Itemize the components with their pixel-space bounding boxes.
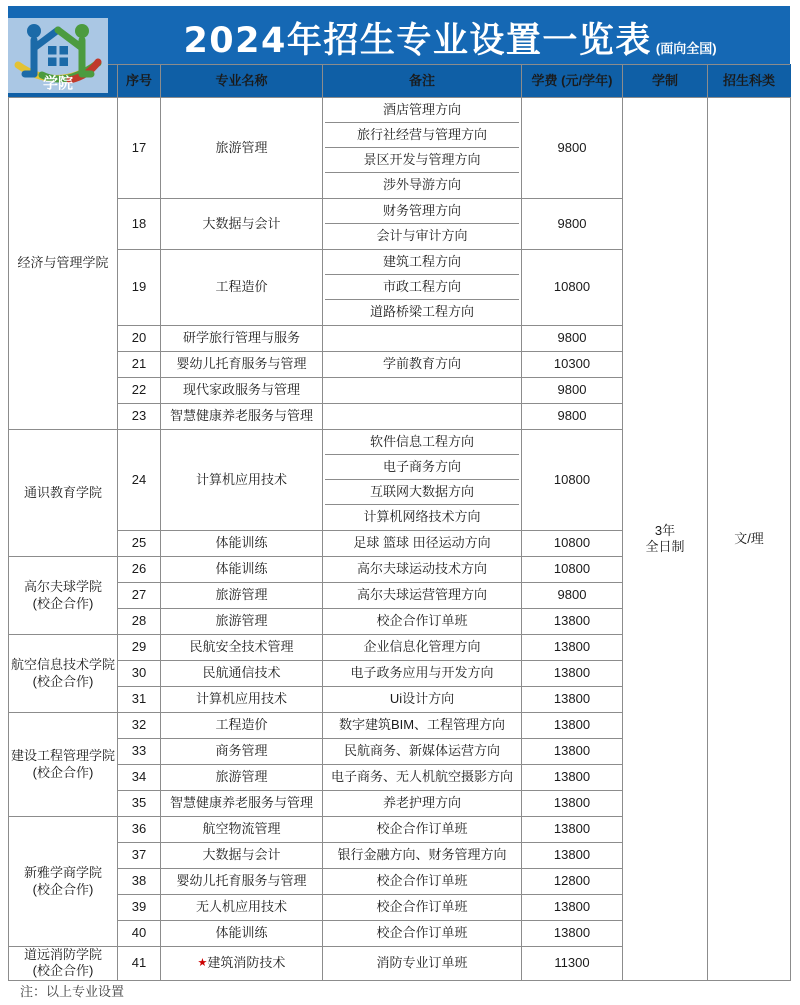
note-line: 财务管理方向 <box>325 199 519 224</box>
col-header-length: 学制 <box>623 65 708 98</box>
major-name-cell: 计算机应用技术 <box>161 687 323 713</box>
note-line: 道路桥梁工程方向 <box>369 304 474 320</box>
note-cell <box>323 843 522 869</box>
row-index-cell: 17 <box>118 98 161 199</box>
fee-cell: 13800 <box>522 843 623 869</box>
fee-cell: 13800 <box>522 817 623 843</box>
fee-cell: 13800 <box>522 791 623 817</box>
row-index-cell: 36 <box>118 817 161 843</box>
admission-category-cell: 文/理 <box>708 98 791 981</box>
note-line: 数字建筑BIM、工程管理方向 <box>338 717 506 733</box>
major-name-cell: 无人机应用技术 <box>161 895 323 921</box>
table-header-row <box>9 65 791 98</box>
major-name-cell: 智慧健康养老服务与管理 <box>161 404 323 430</box>
note-line: 养老护理方向 <box>382 795 461 811</box>
major-name-cell: 旅游管理 <box>161 609 323 635</box>
row-index-cell: 32 <box>118 713 161 739</box>
col-header-note: 备注 <box>323 65 522 98</box>
note-line: 电子政务应用与开发方向 <box>350 665 494 681</box>
note-line <box>325 378 519 403</box>
college-name-line1: 道远消防学院 <box>23 947 102 962</box>
major-name-cell: 旅游管理 <box>161 98 323 199</box>
fee-cell: 13800 <box>522 921 623 947</box>
row-index-cell: 37 <box>118 843 161 869</box>
fee-cell: 13800 <box>522 635 623 661</box>
fee-cell: 13800 <box>522 687 623 713</box>
fee-cell: 13800 <box>522 713 623 739</box>
page-title-wrap <box>120 6 780 64</box>
major-name-cell: 智慧健康养老服务与管理 <box>161 791 323 817</box>
note-line: 旅行社经营与管理方向 <box>325 123 519 148</box>
row-index-cell: 20 <box>118 326 161 352</box>
fee-cell: 9800 <box>522 378 623 404</box>
college-logo <box>8 18 108 93</box>
college-name-cell <box>9 817 118 947</box>
house-with-two-figures-logo <box>8 18 108 93</box>
fee-cell: 13800 <box>522 661 623 687</box>
note-line: 企业信息化管理方向 <box>363 639 481 655</box>
table-row <box>9 98 791 199</box>
note-line: 高尔夫球运营管理方向 <box>356 587 487 603</box>
note-line: 景区开发与管理方向 <box>325 148 519 173</box>
major-name-cell: 航空物流管理 <box>161 817 323 843</box>
college-name-line1: 新雅学商学院 <box>23 865 102 881</box>
note-cell <box>323 98 522 199</box>
row-index-cell: 31 <box>118 687 161 713</box>
fee-cell: 9800 <box>522 583 623 609</box>
row-index-cell: 30 <box>118 661 161 687</box>
college-name-line1: 航空信息技术学院 <box>11 657 116 673</box>
fee-cell: 10800 <box>522 557 623 583</box>
fee-cell: 10300 <box>522 352 623 378</box>
row-index-cell: 28 <box>118 609 161 635</box>
major-name-cell: 大数据与会计 <box>161 843 323 869</box>
note-line: 电子商务方向 <box>325 455 519 480</box>
svg-text:学院: 学院 <box>42 74 74 92</box>
college-name-cell <box>9 947 118 981</box>
note-cell <box>323 869 522 895</box>
note-cell <box>323 947 522 981</box>
note-line: 酒店管理方向 <box>325 98 519 123</box>
row-index-cell: 35 <box>118 791 161 817</box>
note-cell <box>323 557 522 583</box>
note-cell <box>323 765 522 791</box>
note-cell <box>323 430 522 531</box>
note-line: 高尔夫球运动技术方向 <box>356 561 487 577</box>
note-cell <box>323 352 522 378</box>
note-line: Ui设计方向 <box>389 691 455 707</box>
college-name-cell: 通识教育学院 <box>9 430 118 557</box>
fee-cell: 11300 <box>522 947 623 981</box>
fee-cell: 13800 <box>522 609 623 635</box>
fee-cell: 13800 <box>522 739 623 765</box>
page-subtitle: (面向全国) <box>655 41 717 56</box>
note-cell <box>323 326 522 352</box>
bottom-cut-label: 注：以上专业设置 <box>20 984 125 999</box>
college-name-cell <box>9 557 118 635</box>
fee-cell: 12800 <box>522 869 623 895</box>
row-index-cell: 39 <box>118 895 161 921</box>
row-index-cell: 25 <box>118 531 161 557</box>
note-line: 市政工程方向 <box>325 275 519 300</box>
college-name-line1: 高尔夫球学院 <box>23 579 102 595</box>
row-index-cell: 27 <box>118 583 161 609</box>
note-line: 校企合作订单班 <box>376 899 468 915</box>
note-cell <box>323 895 522 921</box>
study-length-line2: 全日制 <box>645 538 685 554</box>
note-cell <box>323 199 522 250</box>
major-name-cell: 工程造价 <box>161 713 323 739</box>
star-icon: ★ <box>197 957 208 970</box>
fee-cell: 9800 <box>522 404 623 430</box>
majors-table <box>8 64 791 981</box>
college-name-line2: (校企合作) <box>32 595 94 611</box>
major-name-cell: 旅游管理 <box>161 765 323 791</box>
college-name-line2: (校企合作) <box>32 673 94 689</box>
fee-cell: 10800 <box>522 531 623 557</box>
note-cell <box>323 583 522 609</box>
note-line: 计算机网络技术方向 <box>363 509 481 525</box>
row-index-cell: 34 <box>118 765 161 791</box>
row-index-cell: 19 <box>118 250 161 326</box>
note-line: 建筑工程方向 <box>325 250 519 275</box>
note-cell <box>323 713 522 739</box>
fee-cell: 9800 <box>522 98 623 199</box>
major-name-cell: 研学旅行管理与服务 <box>161 326 323 352</box>
note-cell <box>323 404 522 430</box>
note-cell <box>323 609 522 635</box>
note-line: 校企合作订单班 <box>376 613 468 629</box>
note-line: 互联网大数据方向 <box>325 480 519 505</box>
page-title: 2024年招生专业设置一览表 <box>183 21 652 61</box>
note-line: 校企合作订单班 <box>376 925 468 941</box>
note-line: 软件信息工程方向 <box>325 430 519 455</box>
major-name-cell: 体能训练 <box>161 557 323 583</box>
fee-cell: 13800 <box>522 895 623 921</box>
major-name-cell: 计算机应用技术 <box>161 430 323 531</box>
col-header-index: 序号 <box>118 65 161 98</box>
note-line: 消防专业订单班 <box>376 955 468 971</box>
college-name-line2: (校企合作) <box>32 764 94 780</box>
note-line: 足球 篮球 田径运动方向 <box>353 535 491 551</box>
note-line: 民航商务、新媒体运营方向 <box>343 743 500 759</box>
college-name-cell <box>9 713 118 817</box>
note-cell <box>323 791 522 817</box>
major-name-cell: 民航安全技术管理 <box>161 635 323 661</box>
note-cell <box>323 661 522 687</box>
row-index-cell: 23 <box>118 404 161 430</box>
note-line: 电子商务、无人机航空摄影方向 <box>330 769 513 785</box>
row-index-cell: 18 <box>118 199 161 250</box>
note-line: 校企合作订单班 <box>376 873 468 889</box>
major-name-cell: 婴幼儿托育服务与管理 <box>161 352 323 378</box>
college-name-line2: (校企合作) <box>32 963 94 979</box>
note-line: 涉外导游方向 <box>382 177 461 193</box>
row-index-cell: 21 <box>118 352 161 378</box>
row-index-cell: 41 <box>118 947 161 981</box>
study-length-cell <box>623 98 708 981</box>
note-line: 学前教育方向 <box>382 356 461 372</box>
note-line <box>325 404 519 429</box>
note-cell <box>323 250 522 326</box>
fee-cell: 9800 <box>522 199 623 250</box>
row-index-cell: 40 <box>118 921 161 947</box>
note-cell <box>323 739 522 765</box>
note-cell <box>323 921 522 947</box>
major-name-cell: 体能训练 <box>161 531 323 557</box>
fee-cell: 10800 <box>522 430 623 531</box>
note-line: 会计与审计方向 <box>376 228 468 244</box>
note-cell <box>323 687 522 713</box>
row-index-cell: 24 <box>118 430 161 531</box>
fee-cell: 10800 <box>522 250 623 326</box>
bottom-cut-text <box>8 984 790 999</box>
note-cell <box>323 531 522 557</box>
major-name-cell: 现代家政服务与管理 <box>161 378 323 404</box>
college-name-line2: (校企合作) <box>32 881 94 897</box>
major-name-cell: 大数据与会计 <box>161 199 323 250</box>
college-name-cell: 经济与管理学院 <box>9 98 118 430</box>
row-index-cell: 38 <box>118 869 161 895</box>
note-line: 银行金融方向、财务管理方向 <box>337 847 507 863</box>
table-body <box>9 98 791 981</box>
note-cell <box>323 817 522 843</box>
note-line <box>325 326 519 351</box>
major-name-cell: 体能训练 <box>161 921 323 947</box>
note-cell <box>323 635 522 661</box>
major-name-cell: 工程造价 <box>161 250 323 326</box>
major-name-cell: 民航通信技术 <box>161 661 323 687</box>
table-header <box>9 65 791 98</box>
major-name-cell: 旅游管理 <box>161 583 323 609</box>
row-index-cell: 22 <box>118 378 161 404</box>
fee-cell: 13800 <box>522 765 623 791</box>
col-header-major: 专业名称 <box>161 65 323 98</box>
col-header-fee: 学费 (元/学年) <box>522 65 623 98</box>
note-cell <box>323 378 522 404</box>
row-index-cell: 33 <box>118 739 161 765</box>
col-header-category: 招生科类 <box>708 65 791 98</box>
row-index-cell: 26 <box>118 557 161 583</box>
study-length-line1: 3年 <box>654 522 676 538</box>
note-line: 校企合作订单班 <box>376 821 468 837</box>
college-name-cell <box>9 635 118 713</box>
major-name-cell: 商务管理 <box>161 739 323 765</box>
fee-cell: 9800 <box>522 326 623 352</box>
major-name-cell: 婴幼儿托育服务与管理 <box>161 869 323 895</box>
row-index-cell: 29 <box>118 635 161 661</box>
college-name-line1: 建设工程管理学院 <box>11 748 116 764</box>
major-name-cell: ★建筑消防技术 <box>161 947 323 981</box>
